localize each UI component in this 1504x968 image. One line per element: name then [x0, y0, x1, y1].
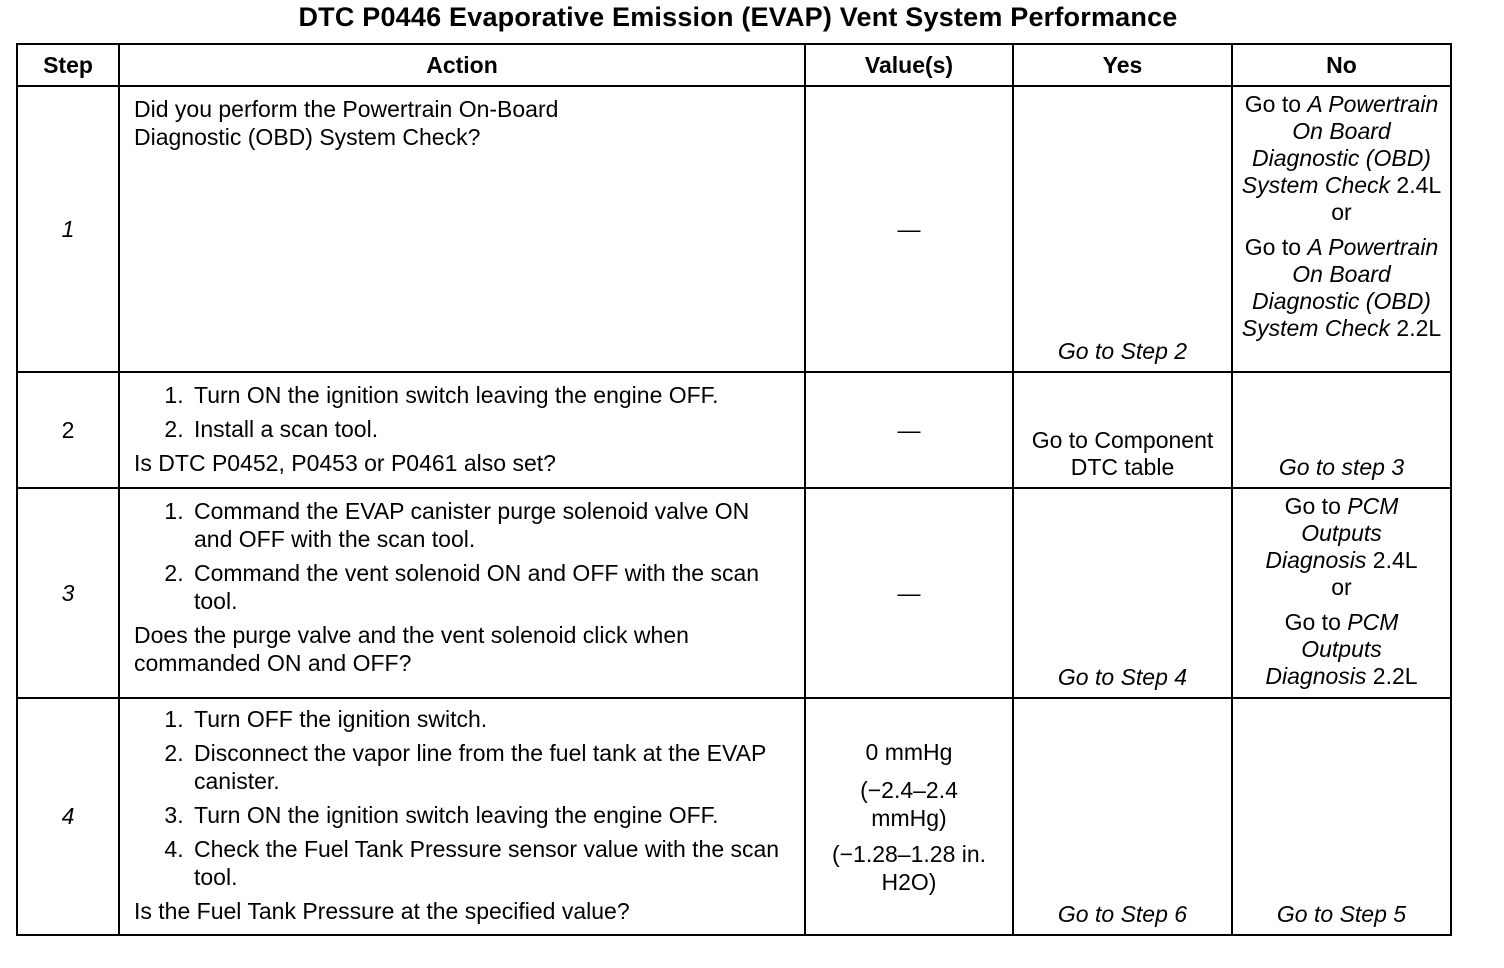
step-list: [134, 497, 794, 615]
no-cell: Go to step 3: [1232, 372, 1451, 488]
no-link[interactable]: A Powertrain On Board Diagnostic (OBD) System Check: [1241, 91, 1439, 198]
action-question: Is the Fuel Tank Pressure at the specified value?: [134, 898, 630, 924]
list-item: 2. Disconnect the vapor line from the fuel tank at the EVAP canister.: [190, 739, 794, 795]
value-cell: —: [805, 488, 1013, 698]
no-text: Go to: [1284, 609, 1348, 635]
action-question: Did you perform the Powertrain On-Board Diagnostic (OBD) System Check?: [134, 96, 559, 150]
yes-cell: Go to Step 6: [1013, 698, 1232, 935]
no-link[interactable]: A Powertrain On Board Diagnostic (OBD) System Check: [1241, 234, 1439, 341]
value-range-mmhg: (−2.4–2.4 mmHg): [860, 776, 958, 831]
header-values: Value(s): [805, 44, 1013, 86]
action-cell: [119, 86, 805, 372]
value-cell: [805, 698, 1013, 935]
action-cell: [119, 698, 805, 935]
step-number: 2: [17, 372, 119, 488]
table-row: [17, 698, 1451, 935]
list-item: 3. Turn ON the ignition switch leaving the engine OFF.: [190, 801, 794, 829]
no-link[interactable]: PCM Outputs Diagnosis: [1265, 609, 1399, 689]
action-cell: [119, 372, 805, 488]
header-yes: Yes: [1013, 44, 1232, 86]
value-cell: —: [805, 86, 1013, 372]
no-text: Go to: [1244, 91, 1308, 117]
yes-cell: Go to Component DTC table: [1013, 372, 1232, 488]
no-cell: Go to Step 5: [1232, 698, 1451, 935]
page-title: DTC P0446 Evaporative Emission (EVAP) Vent System Performance: [298, 2, 1178, 32]
list-item: 4. Check the Fuel Tank Pressure sensor value with the scan tool.: [190, 835, 794, 891]
value-range-inh2o: (−1.28–1.28 in. H2O): [831, 840, 987, 895]
value-cell: —: [805, 372, 1013, 488]
no-text: or: [1331, 574, 1352, 600]
header-action: Action: [119, 44, 805, 86]
action-question: Does the purge valve and the vent solenoid click when commanded ON and OFF?: [134, 622, 689, 676]
no-text: Go to: [1244, 234, 1308, 260]
table-row: [17, 488, 1451, 698]
no-text: 2.4L: [1366, 547, 1418, 573]
step-number: 3: [17, 488, 119, 698]
action-cell: [119, 488, 805, 698]
list-item: 2. Command the vent solenoid ON and OFF with the scan tool.: [190, 559, 794, 615]
value-mmhg: 0 mmHg: [865, 738, 953, 765]
table-header-row: [17, 44, 1451, 86]
no-text: 2.2L: [1390, 315, 1442, 341]
diagnostic-table: [16, 43, 1452, 936]
no-cell: [1232, 86, 1451, 372]
step-list: [134, 381, 794, 443]
header-no: No: [1232, 44, 1451, 86]
list-item: 1. Turn OFF the ignition switch.: [190, 705, 794, 733]
no-cell: [1232, 488, 1451, 698]
step-number: 1: [17, 86, 119, 372]
step-list: [134, 705, 794, 891]
table-row: [17, 372, 1451, 488]
list-item: 2. Install a scan tool.: [190, 415, 794, 443]
table-row: [17, 86, 1451, 372]
yes-cell: Go to Step 4: [1013, 488, 1232, 698]
step-number: 4: [17, 698, 119, 935]
no-text: Go to: [1284, 493, 1348, 519]
yes-cell: Go to Step 2: [1013, 86, 1232, 372]
list-item: 1. Command the EVAP canister purge solenoid valve ON and OFF with the scan tool.: [190, 497, 794, 553]
no-link[interactable]: PCM Outputs Diagnosis: [1265, 493, 1399, 573]
no-text: 2.4L or: [1331, 172, 1442, 225]
no-text: 2.2L: [1366, 663, 1418, 689]
list-item: 1. Turn ON the ignition switch leaving the engine OFF.: [190, 381, 794, 409]
header-step: Step: [17, 44, 119, 86]
action-question: Is DTC P0452, P0453 or P0461 also set?: [134, 450, 556, 476]
